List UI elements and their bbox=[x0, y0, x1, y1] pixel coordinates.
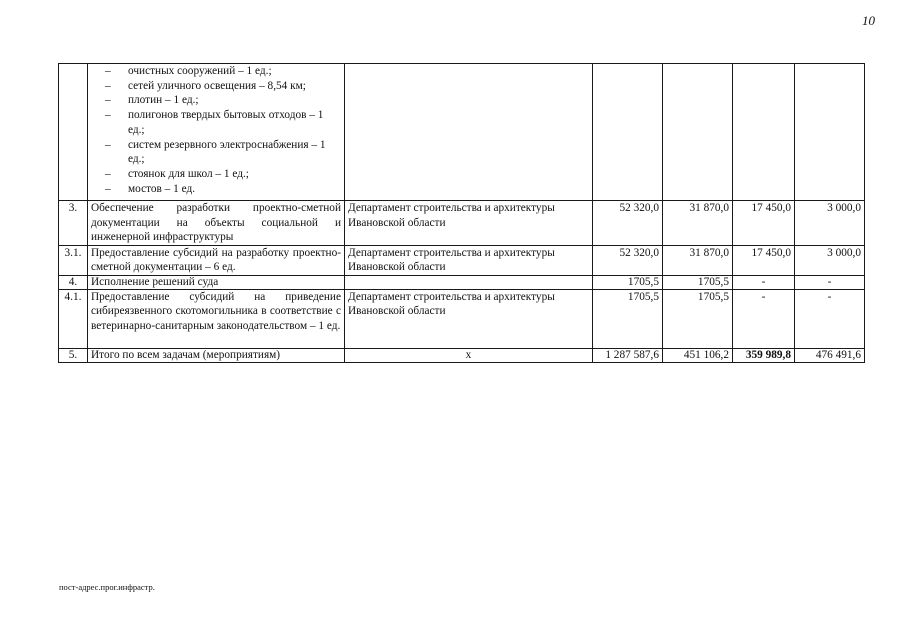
cell-year-2: 359 989,8 bbox=[733, 348, 795, 362]
cell-year-2: 17 450,0 bbox=[733, 201, 795, 246]
cell-executor bbox=[345, 275, 593, 289]
cell-year-2: - bbox=[733, 289, 795, 348]
cell-num: 3.1. bbox=[59, 245, 88, 275]
continuation-list bbox=[91, 64, 341, 196]
cell-total: 1705,5 bbox=[593, 289, 663, 348]
list-item: – полигонов твердых бытовых отходов – 1 ед.; bbox=[91, 108, 341, 137]
list-item: – систем резервного электроснабжения – 1 ед.; bbox=[91, 138, 341, 167]
cell-year-3 bbox=[795, 64, 865, 201]
cell-year-1: 1705,5 bbox=[663, 275, 733, 289]
cell-year-3: 3 000,0 bbox=[795, 245, 865, 275]
cell-year-2: - bbox=[733, 275, 795, 289]
page-number: 10 bbox=[862, 13, 875, 28]
document-footer-code: пост-адрес.прог.инфрастр. bbox=[59, 582, 155, 592]
table-row bbox=[59, 245, 865, 275]
cell-year-3: 476 491,6 bbox=[795, 348, 865, 362]
table-row bbox=[59, 289, 865, 348]
list-item: – плотин – 1 ед.; bbox=[91, 93, 341, 108]
cell-activity-name: Предоставление субсидий на приведение сибиреязвенного скотомогильника в соответствие с ветеринарно-санитарным законодательством – 1 ед. bbox=[88, 289, 345, 348]
cell-activity-name: Исполнение решений суда bbox=[88, 275, 345, 289]
cell-num: 3. bbox=[59, 201, 88, 246]
cell-num: 4.1. bbox=[59, 289, 88, 348]
list-item: – стоянок для школ – 1 ед.; bbox=[91, 167, 341, 182]
cell-total: 1705,5 bbox=[593, 275, 663, 289]
table-row-total bbox=[59, 348, 865, 362]
table-row bbox=[59, 201, 865, 246]
table-row bbox=[59, 275, 865, 289]
cell-year-1: 31 870,0 bbox=[663, 201, 733, 246]
cell-activity-name: Обеспечение разработки проектно-сметной документации на объекты социальной и инженерной инфраструктуры bbox=[88, 201, 345, 246]
cell-num: 4. bbox=[59, 275, 88, 289]
cell-activity-name: Предоставление субсидий на разработку проектно-сметной документации – 6 ед. bbox=[88, 245, 345, 275]
cell-executor: Департамент строительства и архитектуры Ивановской области bbox=[345, 245, 593, 275]
cell-total bbox=[593, 64, 663, 201]
table-row-continuation bbox=[59, 64, 865, 201]
cell-total: 52 320,0 bbox=[593, 201, 663, 246]
cell-year-1: 1705,5 bbox=[663, 289, 733, 348]
cell-year-1: 31 870,0 bbox=[663, 245, 733, 275]
cell-total: 52 320,0 bbox=[593, 245, 663, 275]
cell-num: 5. bbox=[59, 348, 88, 362]
cell-executor: х bbox=[345, 348, 593, 362]
cell-year-1: 451 106,2 bbox=[663, 348, 733, 362]
list-item: – мостов – 1 ед. bbox=[91, 182, 341, 197]
list-item: – сетей уличного освещения – 8,54 км; bbox=[91, 79, 341, 94]
cell-year-3: 3 000,0 bbox=[795, 201, 865, 246]
cell-year-2 bbox=[733, 64, 795, 201]
program-activities-table bbox=[58, 63, 865, 363]
list-item: – очистных сооружений – 1 ед.; bbox=[91, 64, 341, 79]
cell-year-3: - bbox=[795, 289, 865, 348]
cell-year-2: 17 450,0 bbox=[733, 245, 795, 275]
cell-executor: Департамент строительства и архитектуры Ивановской области bbox=[345, 201, 593, 246]
cell-year-1 bbox=[663, 64, 733, 201]
cell-executor bbox=[345, 64, 593, 201]
cell-year-3: - bbox=[795, 275, 865, 289]
cell-num bbox=[59, 64, 88, 201]
cell-activity-name: Итого по всем задачам (мероприятиям) bbox=[88, 348, 345, 362]
cell-executor: Департамент строительства и архитектуры Ивановской области bbox=[345, 289, 593, 348]
cell-total: 1 287 587,6 bbox=[593, 348, 663, 362]
cell-continuation-list bbox=[88, 64, 345, 201]
